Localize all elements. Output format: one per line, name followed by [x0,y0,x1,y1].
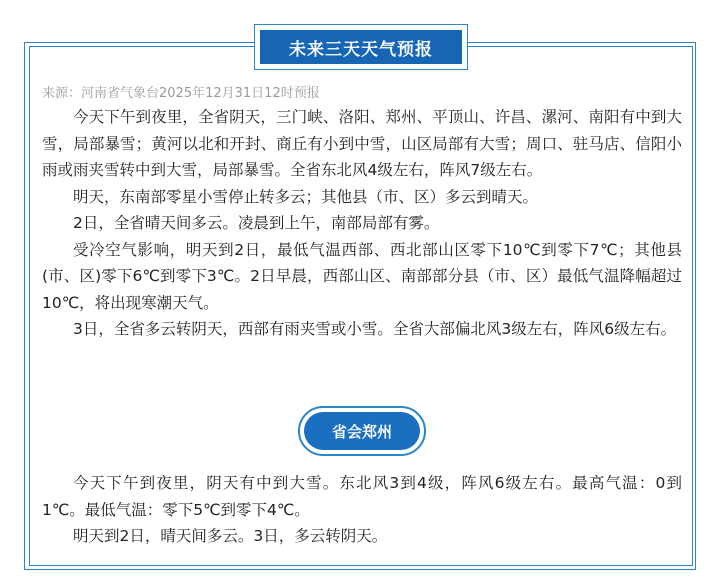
title-banner [254,24,468,70]
paragraph: 明天到2日，晴天间多云。3日，多云转阴天。 [73,527,388,545]
paragraph: 2日，全省晴天间多云。凌晨到上午，南部局部有雾。 [73,214,440,232]
province-forecast [42,104,682,343]
capital-forecast [42,470,682,550]
page-title: 未来三天天气预报 [260,30,462,64]
section-label: 省会郑州 [304,412,420,450]
source-line: 来源：河南省气象台2025年12月31日12时预报 [42,86,320,101]
paragraph: 明天，东南部零星小雪停止转多云；其他县（市、区）多云到晴天。 [73,187,539,206]
paragraph: 今天下午到夜里，全省阴天，三门峡、洛阳、郑州、平顶山、许昌、漯河、南阳有中到大雪，局部暴雪；黄河以北和开封、商丘有小到中雪，山区局部有大雪；周口、驻马店、信阳小雨或雨夹雪转中到大雪，局部暴雪。全省东北风4级左右，阵风7级左右。 [42,108,682,179]
paragraph: 受冷空气影响，明天到2日，最低气温西部、西北部山区零下10℃到零下7℃；其他县(市、区)零下6℃到零下3℃。2日早晨，西部山区、南部部分县（市、区）最低气温降幅超过10℃，将出现寒潮天气。 [42,240,682,312]
paragraph: 今天下午到夜里，阴天有中到大雪。东北风3到4级，阵风6级左右。最高气温：0到1℃。最低气温：零下5℃到零下4℃。 [42,474,682,519]
paragraph: 3日，全省多云转阴天，西部有雨夹雪或小雪。全省大部偏北风3级左右，阵风6级左右。 [73,320,677,338]
section-heading-zhengzhou [298,406,426,456]
